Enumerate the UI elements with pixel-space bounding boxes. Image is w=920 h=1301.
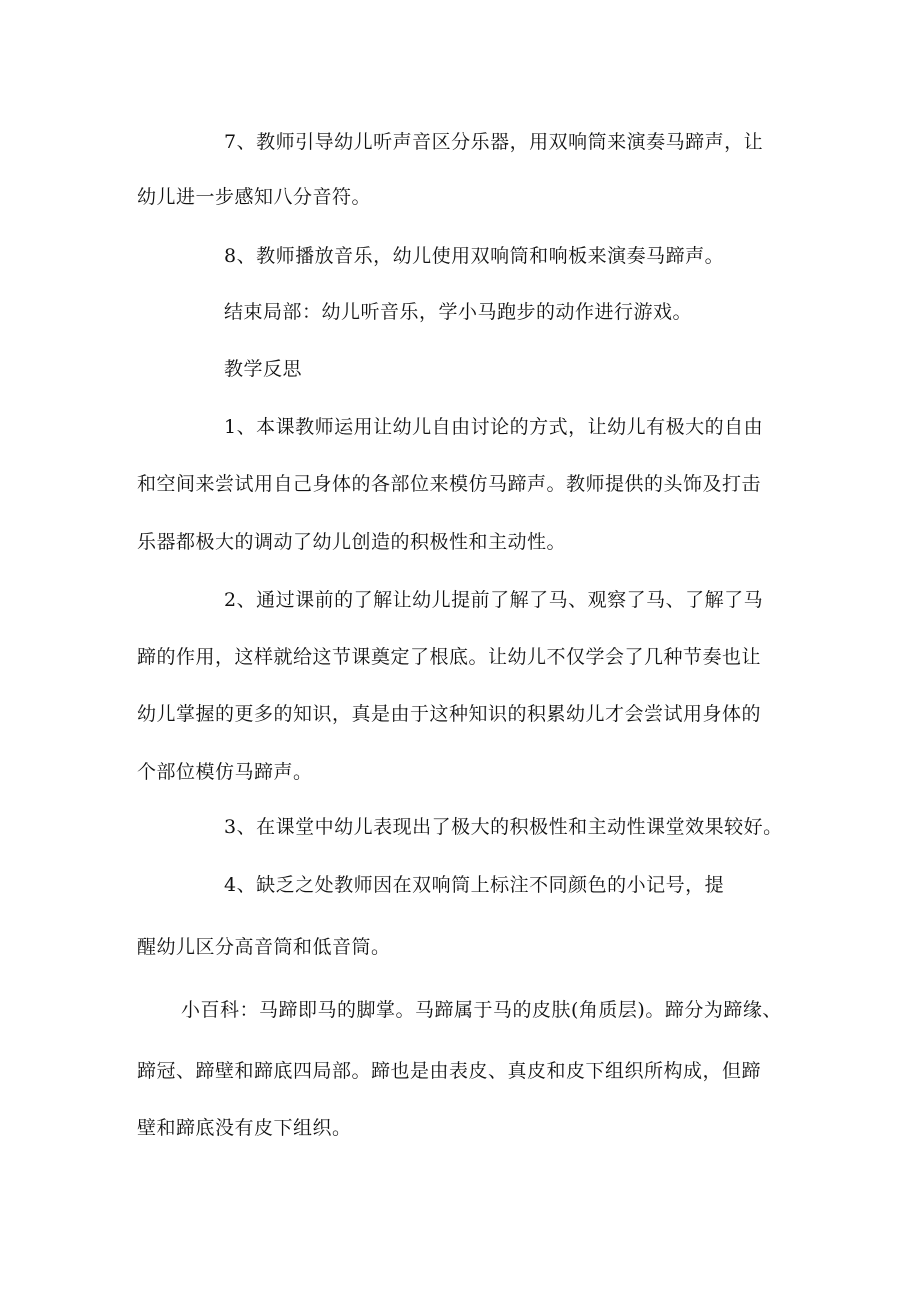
encyclopedia-line-3: 壁和蹄底没有皮下组织。 <box>137 1117 352 1139</box>
reflection-1-line-3: 乐器都极大的调动了幼儿创造的积极性和主动性。 <box>137 531 567 553</box>
reflection-4-line-2: 醒幼儿区分高音筒和低音筒。 <box>137 936 391 958</box>
closing-section: 结束局部：幼儿听音乐，学小马跑步的动作进行游戏。 <box>224 301 693 323</box>
reflection-1-line-1: 1、本课教师运用让幼儿自由讨论的方式，让幼儿有极大的自由 <box>224 416 764 438</box>
encyclopedia-line-1: 小百科：马蹄即马的脚掌。马蹄属于马的皮肤(角质层)。蹄分为蹄缘、 <box>181 999 782 1021</box>
paragraph-7-line-1: 7、教师引导幼儿听声音区分乐器，用双响筒来演奏马蹄声，让 <box>224 131 764 153</box>
reflection-2-line-3: 幼儿掌握的更多的知识，真是由于这种知识的积累幼儿才会尝试用身体的 <box>137 703 762 725</box>
reflection-2-line-1: 2、通过课前的了解让幼儿提前了解了马、观察了马、了解了马 <box>224 589 764 611</box>
reflection-1-line-2: 和空间来尝试用自己身体的各部位来模仿马蹄声。教师提供的头饰及打击 <box>137 473 762 495</box>
encyclopedia-line-2: 蹄冠、蹄壁和蹄底四局部。蹄也是由表皮、真皮和皮下组织所构成，但蹄 <box>137 1060 762 1082</box>
section-heading-reflection: 教学反思 <box>224 358 303 380</box>
reflection-2-line-4: 个部位模仿马蹄声。 <box>137 761 313 783</box>
reflection-2-line-2: 蹄的作用，这样就给这节课奠定了根底。让幼儿不仅学会了几种节奏也让 <box>137 646 762 668</box>
reflection-3: 3、在课堂中幼儿表现出了极大的积极性和主动性课堂效果较好。 <box>224 816 783 838</box>
paragraph-7-line-2: 幼儿进一步感知八分音符。 <box>137 186 372 208</box>
reflection-4-line-1: 4、缺乏之处教师因在双响筒上标注不同颜色的小记号，提 <box>224 874 725 896</box>
paragraph-8: 8、教师播放音乐，幼儿使用双响筒和响板来演奏马蹄声。 <box>224 245 725 267</box>
